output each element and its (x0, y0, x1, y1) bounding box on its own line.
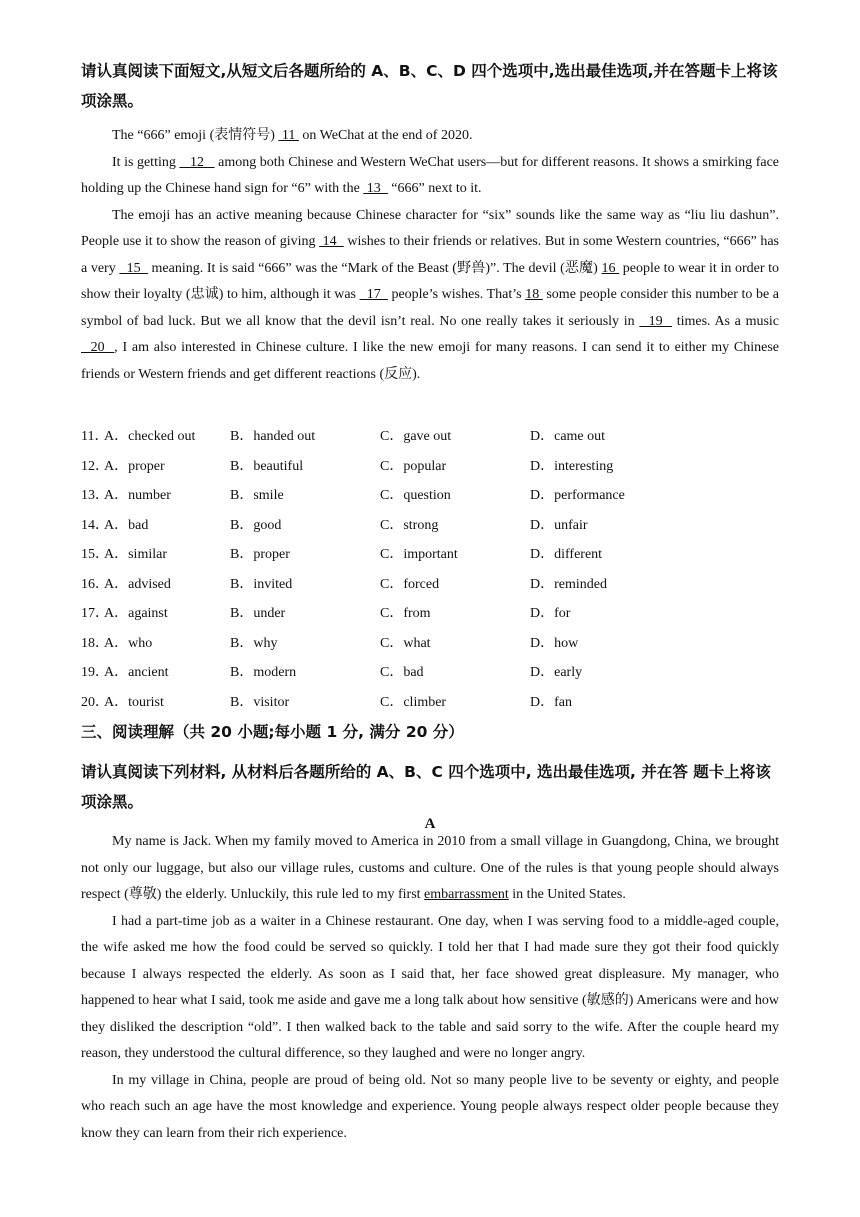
question-number: 16． (81, 576, 109, 592)
text: on WeChat at the end of 2020. (298, 128, 473, 143)
text: “666” next to it. (387, 181, 482, 196)
option-c: C．from (380, 606, 431, 621)
text: , I am also interested in Chinese culture. I like the new emoji for many reasons. I can send it to either my Chinese friends or Western friends and get different reactions (反应). (81, 340, 780, 382)
option-c: C．question (380, 488, 451, 503)
blank-11: 11 (278, 128, 299, 143)
option-d: D．early (530, 665, 583, 680)
question-number: 18． (81, 635, 109, 651)
cloze-paragraph-1 (81, 123, 779, 150)
cloze-paragraph-2 (81, 150, 779, 203)
blank-13: 13 (363, 181, 388, 196)
passage-a-title: A (424, 816, 436, 832)
option-a: A．number (104, 488, 171, 503)
text: among both Chinese and Western WeChat users—but for different reasons. It shows a smirking face holding up the Chinese hand sign for “6” with the (81, 154, 779, 196)
option-d: D．came out (530, 429, 606, 444)
blank-14: 14 (319, 234, 344, 249)
option-a: A．against (104, 606, 168, 621)
reading-passage-a (81, 829, 779, 1147)
option-b: B．beautiful (230, 458, 304, 474)
option-d: D．how (530, 635, 579, 651)
option-row (81, 658, 779, 688)
text: My name is Jack. When my family moved to America in 2010 from a small village in Guangdong, China, we brought not only our luggage, but also our village rules, customs and culture. One of the rules is that young people should always respect (尊敬) the elderly. Unluckily, this rule led to my first (81, 834, 779, 902)
option-b: B．why (230, 635, 278, 651)
option-b: B．smile (230, 488, 284, 503)
option-row (81, 452, 779, 482)
option-c: C．climber (380, 694, 447, 710)
section-3-heading: 三、阅读理解（共 20 小题;每小题 1 分, 满分 20 分） (81, 723, 464, 741)
question-number: 12． (81, 458, 109, 474)
text: meaning. It is said “666” was the “Mark of the Beast (野兽)”. The devil (恶魔) (147, 260, 602, 276)
text: times. As a music (672, 313, 780, 329)
option-row (81, 688, 779, 718)
blank-19: 19 (639, 313, 673, 329)
text: It is getting (112, 154, 180, 170)
option-a: A．bad (104, 517, 149, 533)
text: some people consider this number to be a symbol of bad luck. But we all know that the devil isn’t real. No one really takes it seriously in (81, 287, 780, 329)
option-a: A．similar (104, 547, 167, 562)
option-d: D．interesting (530, 458, 614, 474)
option-c: C．forced (380, 576, 440, 592)
option-b: B．under (230, 606, 286, 621)
blank-12: 12 (179, 154, 215, 170)
blank-18: 18 (525, 287, 543, 302)
option-c: C．important (380, 547, 458, 562)
underlined-word: embarrassment (424, 887, 509, 902)
option-b: B．invited (230, 576, 293, 592)
text: The emoji has an active meaning because Chinese character for “six” sounds like the same way as “liu liu dashun”. People use it to show the reason of giving (81, 207, 779, 249)
option-c: C．gave out (380, 429, 452, 444)
question-number: 17． (81, 606, 109, 621)
question-number: 14． (81, 517, 109, 533)
option-a: A．ancient (104, 665, 169, 680)
option-row (81, 422, 779, 452)
option-b: B．visitor (230, 694, 290, 710)
blank-15: 15 (119, 260, 148, 276)
option-d: D．reminded (530, 576, 607, 592)
option-row (81, 599, 779, 629)
option-a: A．who (104, 635, 153, 651)
cloze-instruction: 请认真阅读下面短文,从短文后各题所给的 A、B、C、D 四个选项中,选出最佳选项,并在答题卡上将该项涂黑。 (81, 62, 778, 110)
options-list (81, 422, 779, 717)
reading-instruction: 请认真阅读下列材料, 从材料后各题所给的 A、B、C 四个选项中, 选出最佳选项, 并在答 题卡上将该项涂黑。 (81, 763, 771, 811)
option-d: D．for (530, 606, 571, 621)
question-number: 13． (81, 488, 109, 503)
cloze-passage (81, 123, 779, 388)
option-b: B．handed out (230, 429, 316, 444)
blank-16: 16 (601, 260, 620, 276)
passage-a-paragraph-3: In my village in China, people are proud of being old. Not so many people live to be seventy or eighty, and people who reach such an age have the most knowledge and experience. Young people always respect older people because they know they can learn from their rich experience. (81, 1072, 779, 1141)
text: people to wear it in order to show their loyalty (忠诚) to him, although it was (81, 260, 780, 302)
option-row (81, 570, 779, 600)
option-row (81, 629, 779, 659)
option-c: C．strong (380, 517, 439, 533)
question-number: 20． (81, 694, 109, 710)
text: people’s wishes. That’s (387, 287, 526, 302)
option-d: D．performance (530, 488, 625, 503)
option-a: A．proper (104, 458, 165, 474)
option-row (81, 511, 779, 541)
cloze-paragraph-3 (81, 203, 779, 389)
passage-a-paragraph-1 (81, 829, 779, 909)
option-b: B．modern (230, 665, 297, 680)
text: wishes to their friends or relatives. But in some Western countries, “666” has a very (81, 234, 780, 276)
option-row (81, 481, 779, 511)
option-c: C．what (380, 635, 431, 651)
passage-a-paragraph-2: I had a part-time job as a waiter in a Chinese restaurant. One day, when I was serving food to a middle-aged couple, the wife asked me how the food could be served so quickly. I told her that I had made sure they got their food quickly because I always respected the elderly. As soon as I said that, her face showed great displeasure. My manager, who happened to hear what I said, took me aside and gave me a long talk about how sensitive (敏感的) Americans were and how they disliked the description “old”. I then walked back to the table and said sorry to the wife. After the couple heard my reason, they understood the cultural difference, so they laughed and were no longer angry. (81, 913, 779, 1061)
option-row (81, 540, 779, 570)
option-c: C．bad (380, 665, 424, 680)
text: in the United States. (508, 887, 626, 902)
question-number: 19． (81, 665, 109, 680)
question-number: 11． (81, 429, 109, 444)
option-c: C．popular (380, 458, 447, 474)
option-d: D．different (530, 547, 603, 562)
blank-20: 20 (81, 340, 115, 355)
option-b: B．proper (230, 547, 290, 562)
option-d: D．unfair (530, 517, 588, 533)
blank-17: 17 (359, 287, 388, 302)
option-a: A．advised (104, 576, 171, 592)
option-b: B．good (230, 517, 282, 533)
option-a: A．checked out (104, 429, 196, 444)
option-d: D．fan (530, 694, 572, 710)
text: The “666” emoji (表情符号) (112, 128, 279, 143)
option-a: A．tourist (104, 694, 164, 710)
question-number: 15． (81, 547, 109, 562)
